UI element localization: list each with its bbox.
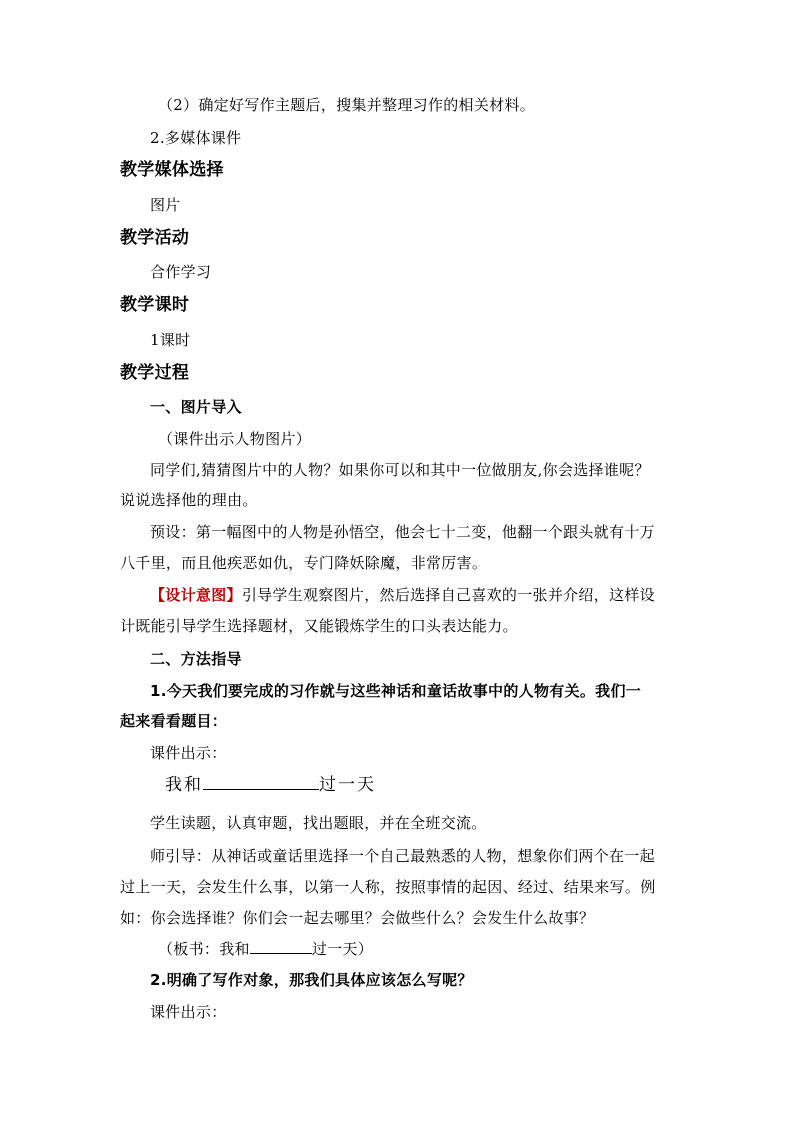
board-note-left: （板书：我和 <box>158 940 250 958</box>
design-intent-line-2: 计既能引导学生选择题材，又能锻炼学生的口头表达能力。 <box>120 617 518 635</box>
section-1-title: 一、图片导入 <box>150 398 242 416</box>
board-note-right: 过一天） <box>311 940 374 958</box>
section-2-title: 二、方法指导 <box>150 650 242 668</box>
prep-courseware: 2.多媒体课件 <box>150 129 242 147</box>
guide-line-2: 过上一天，会发生什么事，以第一人称，按照事情的起因、经过、结果来写。例 <box>120 878 656 896</box>
question-2: 2.明确了写作对象，那我们具体应该怎么写呢？ <box>150 971 473 989</box>
period-text: 1课时 <box>150 331 191 349</box>
courseware-show-1: 课件出示： <box>150 744 227 762</box>
design-intent-tag: 【设计意图】 <box>150 586 242 604</box>
board-note <box>158 936 718 962</box>
paragraph-2-line-1: 预设：第一幅图中的人物是孙悟空，他会七十二变，他翻一个跟头就有十万 <box>150 523 655 541</box>
design-intent-text: 引导学生观察图片，然后选择自己喜欢的一张并介绍，这样设 <box>241 586 655 604</box>
paragraph-2-line-2: 八千里，而且他疾恶如仇，专门降妖除魔，非常厉害。 <box>120 554 488 572</box>
question-1-line-2: 起来看看题目： <box>120 712 228 730</box>
heading-activity: 教学活动 <box>120 228 190 248</box>
heading-period: 教学课时 <box>120 295 190 315</box>
courseware-show-2: 课件出示： <box>150 1003 227 1021</box>
essay-title-blank <box>203 789 319 790</box>
heading-media: 教学媒体选择 <box>120 160 224 180</box>
prep-item-2: （2）确定好写作主题后，搜集并整理习作的相关材料。 <box>158 96 536 114</box>
paragraph-1-line-2: 说说选择他的理由。 <box>120 491 258 509</box>
heading-process: 教学过程 <box>120 363 190 383</box>
design-intent-line-1 <box>150 582 710 608</box>
paragraph-4: 学生读题，认真审题，找出题眼，并在全班交流。 <box>150 814 487 832</box>
essay-title-right: 过一天 <box>319 775 376 795</box>
board-note-blank <box>250 953 312 954</box>
section-1-note: （课件出示人物图片） <box>158 430 312 448</box>
essay-title-left: 我和 <box>165 775 203 795</box>
essay-title <box>165 772 725 798</box>
activity-text: 合作学习 <box>150 263 212 281</box>
media-text: 图片 <box>150 196 181 214</box>
question-1-line-1: 1.今天我们要完成的习作就与这些神话和童话故事中的人物有关。我们一 <box>150 682 642 700</box>
paragraph-1-line-1: 同学们,猜猜图片中的人物？如果你可以和其中一位做朋友,你会选择谁呢？ <box>150 461 650 479</box>
guide-line-1: 师引导：从神话或童话里选择一个自己最熟悉的人物，想象你们两个在一起 <box>150 847 655 865</box>
guide-line-3: 如：你会选择谁？你们会一起去哪里？会做些什么？会发生什么故事？ <box>120 909 595 927</box>
